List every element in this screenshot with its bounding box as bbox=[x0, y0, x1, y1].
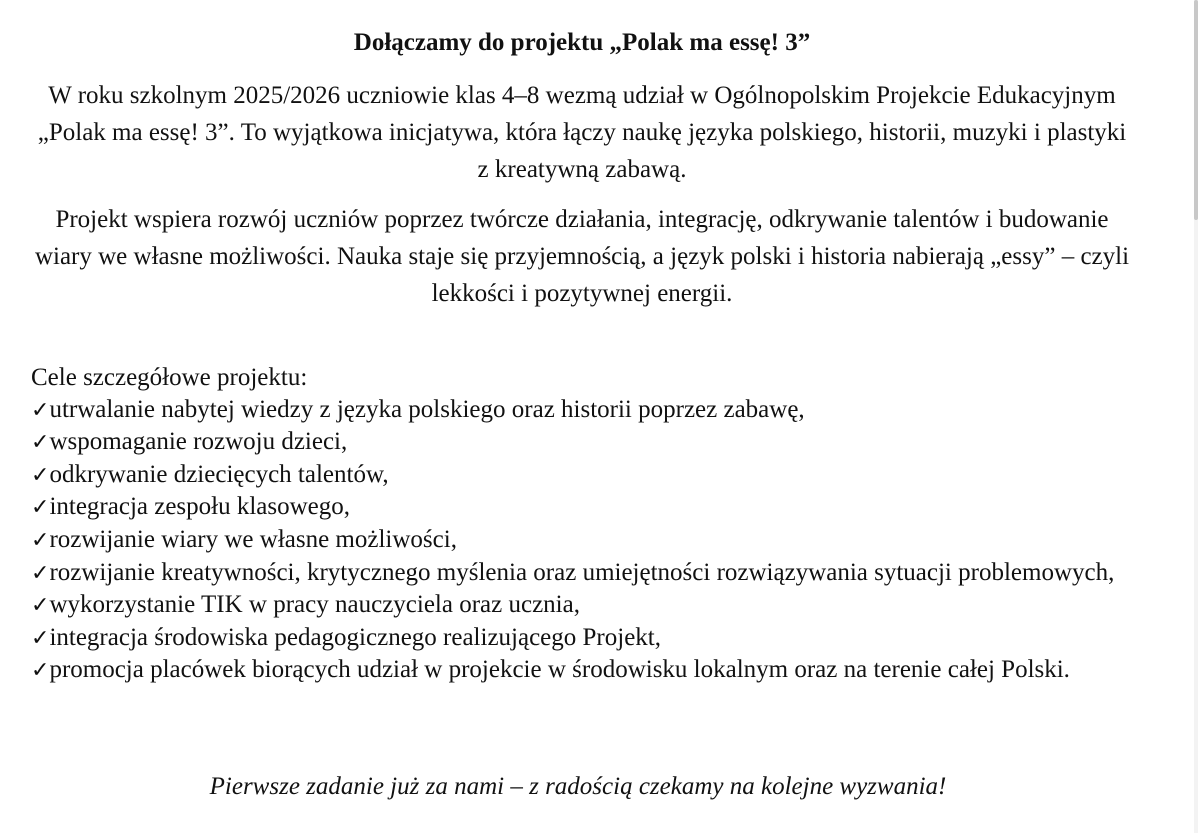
goal-item bbox=[31, 622, 1141, 655]
check-icon: ✓ bbox=[31, 560, 50, 586]
goal-item bbox=[31, 394, 1141, 427]
goal-item bbox=[31, 459, 1141, 492]
goal-text: rozwijanie kreatywności, krytycznego myślenia oraz umiejętności rozwiązywania sytuacji problemowych, bbox=[49, 558, 1115, 586]
check-icon: ✓ bbox=[31, 527, 50, 553]
goal-item bbox=[31, 426, 1141, 459]
vertical-scrollbar[interactable] bbox=[1194, 0, 1198, 833]
goal-text: wykorzystanie TIK w pracy nauczyciela oraz ucznia, bbox=[49, 591, 580, 619]
goal-item bbox=[31, 654, 1141, 687]
check-icon: ✓ bbox=[31, 593, 50, 619]
description-paragraph: Projekt wspiera rozwój uczniów poprzez twórcze działania, integrację, odkrywanie talentów i budowanie wiary we własne możliwości. Nauka staje się przyjemnością, a język polski i historia nabierają „essy” – czyli lekkości i pozytywnej energii. bbox=[34, 206, 1130, 307]
goal-item bbox=[31, 589, 1141, 622]
closing-remark: Pierwsze zadanie już za nami – z radością czekamy na kolejne wyzwania! bbox=[209, 773, 947, 800]
goal-text: utrwalanie nabytej wiedzy z języka polskiego oraz historii poprzez zabawę, bbox=[49, 395, 805, 423]
goal-item bbox=[31, 524, 1141, 557]
goal-text: promocja placówek biorących udział w projekcie w środowisku lokalnym oraz na terenie całej Polski. bbox=[49, 656, 1070, 684]
goals-heading: Cele szczegółowe projektu: bbox=[31, 364, 308, 391]
goal-text: odkrywanie dziecięcych talentów, bbox=[49, 460, 389, 488]
goal-item bbox=[31, 557, 1141, 590]
intro-paragraph: W roku szkolnym 2025/2026 uczniowie klas 4–8 wezmą udział w Ogólnopolskim Projekcie Edukacyjnym „Polak ma essę! 3”. To wyjątkowa inicjatywa, która łączy naukę języka polskiego, historii, muzyki i plastyki z kreatywną zabawą. bbox=[37, 82, 1127, 183]
goal-item bbox=[31, 491, 1141, 524]
goals-list bbox=[31, 394, 1141, 687]
check-icon: ✓ bbox=[31, 625, 50, 651]
check-icon: ✓ bbox=[31, 462, 50, 488]
check-icon: ✓ bbox=[31, 658, 50, 684]
check-icon: ✓ bbox=[31, 495, 50, 521]
check-icon: ✓ bbox=[31, 397, 50, 423]
goal-text: integracja środowiska pedagogicznego realizującego Projekt, bbox=[49, 623, 661, 651]
goal-text: integracja zespołu klasowego, bbox=[49, 493, 351, 521]
goals-section bbox=[31, 362, 1141, 687]
goal-text: wspomaganie rozwoju dzieci, bbox=[49, 428, 348, 456]
goal-text: rozwijanie wiary we własne możliwości, bbox=[49, 525, 457, 553]
article-title: Dołączamy do projektu „Polak ma essę! 3” bbox=[353, 29, 811, 56]
scrollbar-thumb[interactable] bbox=[1194, 0, 1198, 220]
check-icon: ✓ bbox=[31, 430, 50, 456]
